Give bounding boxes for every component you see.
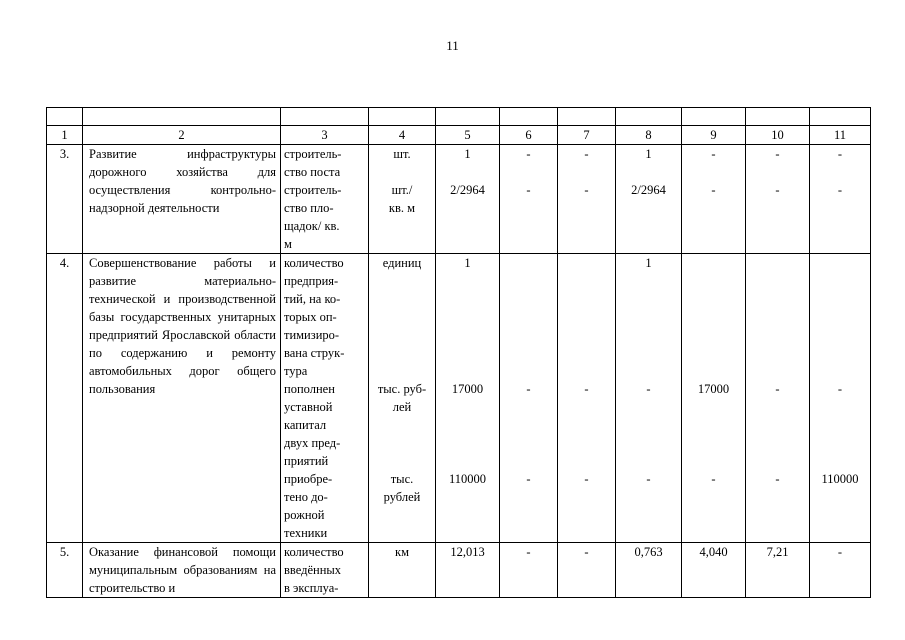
unit-cell (369, 145, 436, 254)
value-text: 1 (645, 147, 652, 161)
value-text: - (837, 147, 843, 161)
value-text: - (646, 472, 651, 486)
unit-text: шт./ (391, 183, 413, 197)
indicator-line: вана струк- (284, 346, 345, 360)
value-cell (436, 145, 500, 254)
value-cell (500, 145, 558, 254)
column-number: 9 (682, 126, 746, 145)
indicator-line: в эксплуа- (284, 581, 339, 595)
indicator-line: строитель- (284, 147, 342, 161)
column-number: 11 (810, 126, 871, 145)
indicator-line: капитал (284, 418, 327, 432)
value-text: - (775, 183, 780, 197)
unit-cell (369, 543, 436, 598)
indicator-line: тимизиро- (284, 328, 340, 342)
value-text: 17000 (697, 382, 730, 396)
value-text: 110000 (448, 472, 487, 486)
table-row (47, 254, 871, 543)
indicator-line: уставной (284, 400, 333, 414)
column-number: 1 (47, 126, 83, 145)
value-cell (810, 543, 871, 598)
value-text: 110000 (821, 472, 859, 486)
row-number: 4. (47, 254, 83, 543)
indicator-line: количество (284, 256, 344, 270)
column-number: 8 (616, 126, 682, 145)
value-text: - (584, 472, 589, 486)
value-text: - (584, 183, 589, 197)
value-cell (616, 543, 682, 598)
indicator-line: двух пред- (284, 436, 341, 450)
value-cell (682, 254, 746, 543)
value-text: - (837, 183, 843, 197)
value-text: - (775, 382, 780, 396)
indicator-line: предприя- (284, 274, 339, 288)
value-text: - (711, 183, 716, 197)
value-cell (616, 254, 682, 543)
value-text: 1 (645, 256, 652, 270)
value-text: 0,763 (634, 545, 663, 559)
value-text: - (526, 183, 531, 197)
value-text: 7,21 (766, 545, 789, 559)
indicator-cell (281, 543, 369, 598)
value-text: 1 (464, 147, 471, 161)
column-number: 5 (436, 126, 500, 145)
indicator-line: ство поста (284, 165, 341, 179)
value-text (682, 254, 745, 272)
indicator-cell (281, 145, 369, 254)
value-cell (558, 254, 616, 543)
indicator-line: тий, на ко- (284, 292, 341, 306)
value-cell (746, 145, 810, 254)
indicator-line: строитель- (284, 183, 342, 197)
value-cell (616, 145, 682, 254)
value-text: - (526, 545, 531, 559)
value-cell (810, 145, 871, 254)
indicator-line: количество (284, 545, 344, 559)
value-text: - (526, 472, 531, 486)
value-text: - (646, 382, 651, 396)
indicator-line: торых оп- (284, 310, 337, 324)
column-number: 7 (558, 126, 616, 145)
table-row (47, 543, 871, 598)
value-cell (746, 543, 810, 598)
unit-text: тыс. (390, 472, 414, 486)
indicator-line: введённых (284, 563, 342, 577)
indicator-line: щадок/ кв. (284, 219, 340, 233)
measure-name: Совершенствование работы и развитие материально-технической и производственной базы государственных унитарных предприятий Ярославской области по содержанию и ремонту автомобильных дорог общего пользования (83, 254, 281, 543)
value-cell (500, 543, 558, 598)
value-cell (558, 543, 616, 598)
column-number: 10 (746, 126, 810, 145)
indicator-line: тено до- (284, 490, 328, 504)
column-number-row (47, 126, 871, 145)
value-cell (682, 543, 746, 598)
indicator-cell (281, 254, 369, 543)
value-cell (682, 145, 746, 254)
value-text: 4,040 (699, 545, 728, 559)
value-text: - (837, 545, 843, 559)
value-text: 1 (464, 256, 471, 270)
indicator-line: приобре- (284, 472, 333, 486)
unit-cell (369, 254, 436, 543)
unit-text: тыс. руб- (377, 382, 427, 396)
value-text: - (584, 382, 589, 396)
unit-text: лей (392, 400, 412, 414)
value-text (500, 254, 557, 272)
column-number: 6 (500, 126, 558, 145)
value-text: - (584, 545, 589, 559)
indicator-line: тура (284, 364, 308, 378)
value-text (810, 254, 870, 272)
unit-text: шт. (393, 147, 411, 161)
indicator-line: м (284, 237, 292, 251)
value-text: - (711, 147, 716, 161)
value-text: - (775, 147, 780, 161)
value-text: 2/2964 (631, 183, 666, 197)
value-cell (558, 145, 616, 254)
value-text: 12,013 (450, 545, 485, 559)
value-text (558, 254, 615, 272)
value-cell (810, 254, 871, 543)
unit-text: кв. м (388, 201, 416, 215)
value-cell (746, 254, 810, 543)
value-cell (436, 543, 500, 598)
unit-text: км (395, 545, 409, 559)
value-cell (436, 254, 500, 543)
indicator-line: техники (284, 526, 328, 540)
value-text: - (584, 147, 589, 161)
unit-text: единиц (382, 256, 422, 270)
indicator-line: ство пло- (284, 201, 334, 215)
value-cell (500, 254, 558, 543)
value-text: 2/2964 (450, 183, 485, 197)
page-number: 11 (446, 38, 459, 53)
row-number: 3. (47, 145, 83, 254)
indicator-line: приятий (284, 454, 329, 468)
column-number: 3 (281, 126, 369, 145)
value-text: - (526, 382, 531, 396)
indicator-line: рожной (284, 508, 325, 522)
table-top-band (47, 108, 871, 126)
row-number: 5. (47, 543, 83, 598)
value-text: 17000 (451, 382, 484, 396)
value-text: - (837, 382, 843, 396)
value-text: - (526, 147, 531, 161)
value-text (746, 254, 809, 272)
measure-name: Развитие инфраструктуры дорожного хозяйства для осуществления контрольно-надзорной деятельности (83, 145, 281, 254)
column-number: 2 (83, 126, 281, 145)
indicator-line: пополнен (284, 382, 335, 396)
unit-text: рублей (383, 490, 421, 504)
value-text: - (775, 472, 780, 486)
measure-name: Оказание финансовой помощи муниципальным образованиям на строительство и (83, 543, 281, 598)
column-number: 4 (369, 126, 436, 145)
program-table (46, 107, 871, 598)
table-row (47, 145, 871, 254)
value-text: - (711, 472, 716, 486)
